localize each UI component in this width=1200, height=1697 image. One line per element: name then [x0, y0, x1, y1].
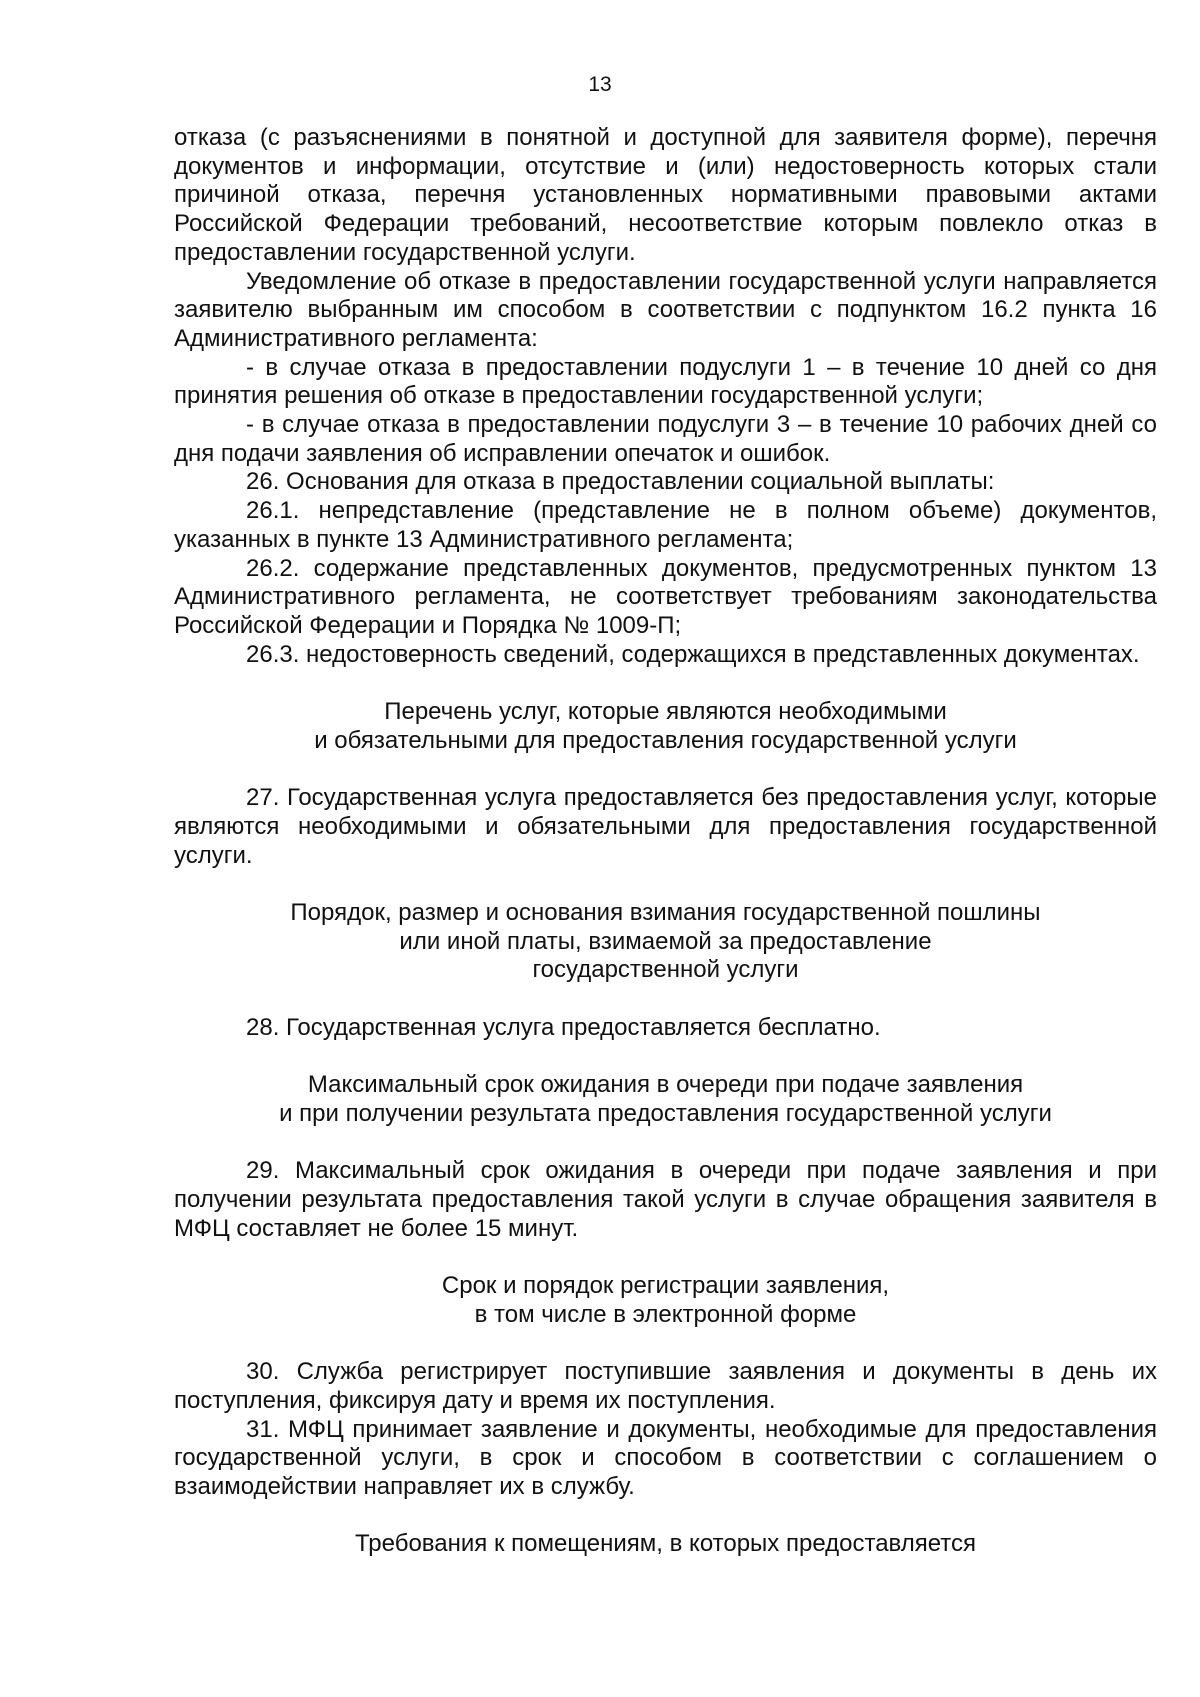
- section-heading-premises: [174, 1530, 1157, 1559]
- paragraph-27: 27. Государственная услуга предоставляется без предоставления услуг, которые являются необходимыми и обязательными для предоставления государственной услуги.: [174, 784, 1157, 869]
- heading-line: Срок и порядок регистрации заявления,: [441, 1272, 890, 1300]
- heading-line: государственной услуги: [532, 956, 799, 984]
- page-number: 13: [588, 73, 612, 96]
- spacer: [174, 1129, 1157, 1158]
- section-heading-registration: [174, 1272, 1157, 1329]
- spacer: [174, 1042, 1157, 1071]
- heading-line: Требования к помещениям, в которых предоставляется: [354, 1530, 977, 1558]
- section-heading-required-services: [174, 698, 1157, 755]
- paragraph-26-2: 26.2. содержание представленных документов, предусмотренных пунктом 13 Административного регламента, не соответствует требованиям законодательства Российской Федерации и Порядка № 1009-П;: [174, 554, 1157, 639]
- spacer: [174, 1243, 1157, 1272]
- paragraph-29: 29. Максимальный срок ожидания в очереди при подаче заявления и при получении результата предоставления такой услуги в случае обращения заявителя в МФЦ составляет не более 15 минут.: [174, 1157, 1157, 1242]
- spacer: [174, 870, 1157, 899]
- paragraph-26-3: 26.3. недостоверность сведений, содержащихся в представленных документах.: [246, 640, 1140, 668]
- spacer: [174, 1329, 1157, 1358]
- paragraph-26: 26. Основания для отказа в предоставлении социальной выплаты:: [246, 468, 995, 496]
- heading-line: Максимальный срок ожидания в очереди при подаче заявления: [307, 1071, 1024, 1099]
- paragraph-refusal-notice: Уведомление об отказе в предоставлении государственной услуги направляется заявителю выбранным им способом в соответствии с подпунктом 16.2 пункта 16 Административного регламента:: [174, 267, 1157, 352]
- section-heading-fees: [174, 899, 1157, 985]
- spacer: [174, 1502, 1157, 1531]
- heading-line: и при получении результата предоставления государственной услуги: [279, 1099, 1052, 1127]
- document-body: [174, 124, 1157, 1559]
- spacer: [174, 985, 1157, 1014]
- heading-line: в том числе в электронной форме: [474, 1300, 857, 1328]
- paragraph-refusal-continuation: отказа (с разъяснениями в понятной и доступной для заявителя форме), перечня документов и информации, отсутствие и (или) недостоверность которых стали причиной отказа, перечня установленных нормативными правовыми актами Российской Федерации требований, несоответствие которым повлекло отказ в предоставлении государственной услуги.: [174, 124, 1157, 266]
- paragraph-subservice-1: - в случае отказа в предоставлении подуслуги 1 – в течение 10 дней со дня принятия решения об отказе в предоставлении государственной услуги;: [174, 353, 1157, 410]
- heading-line: Порядок, размер и основания взимания государственной пошлины: [290, 898, 1041, 926]
- heading-line: Перечень услуг, которые являются необходимыми: [384, 698, 947, 726]
- spacer: [174, 669, 1157, 698]
- paragraph-30: 30. Служба регистрирует поступившие заявления и документы в день их поступления, фиксируя дату и время их поступления.: [174, 1358, 1157, 1414]
- heading-line: и обязательными для предоставления государственной услуги: [314, 726, 1017, 754]
- paragraph-26-1: 26.1. непредставление (представление не в полном объеме) документов, указанных в пункте 13 Административного регламента;: [174, 497, 1157, 553]
- spacer: [174, 755, 1157, 784]
- paragraph-subservice-3: - в случае отказа в предоставлении подуслуги 3 – в течение 10 рабочих дней со дня подачи заявления об исправлении опечаток и ошибок.: [174, 411, 1157, 467]
- heading-line: или иной платы, взимаемой за предоставление: [399, 927, 932, 955]
- section-heading-waiting-time: [174, 1071, 1157, 1128]
- paragraph-28: 28. Государственная услуга предоставляется бесплатно.: [246, 1013, 881, 1041]
- paragraph-31: 31. МФЦ принимает заявление и документы, необходимые для предоставления государственной услуги, в срок и способом в соответствии с соглашением о взаимодействии направляет их в службу.: [174, 1415, 1157, 1500]
